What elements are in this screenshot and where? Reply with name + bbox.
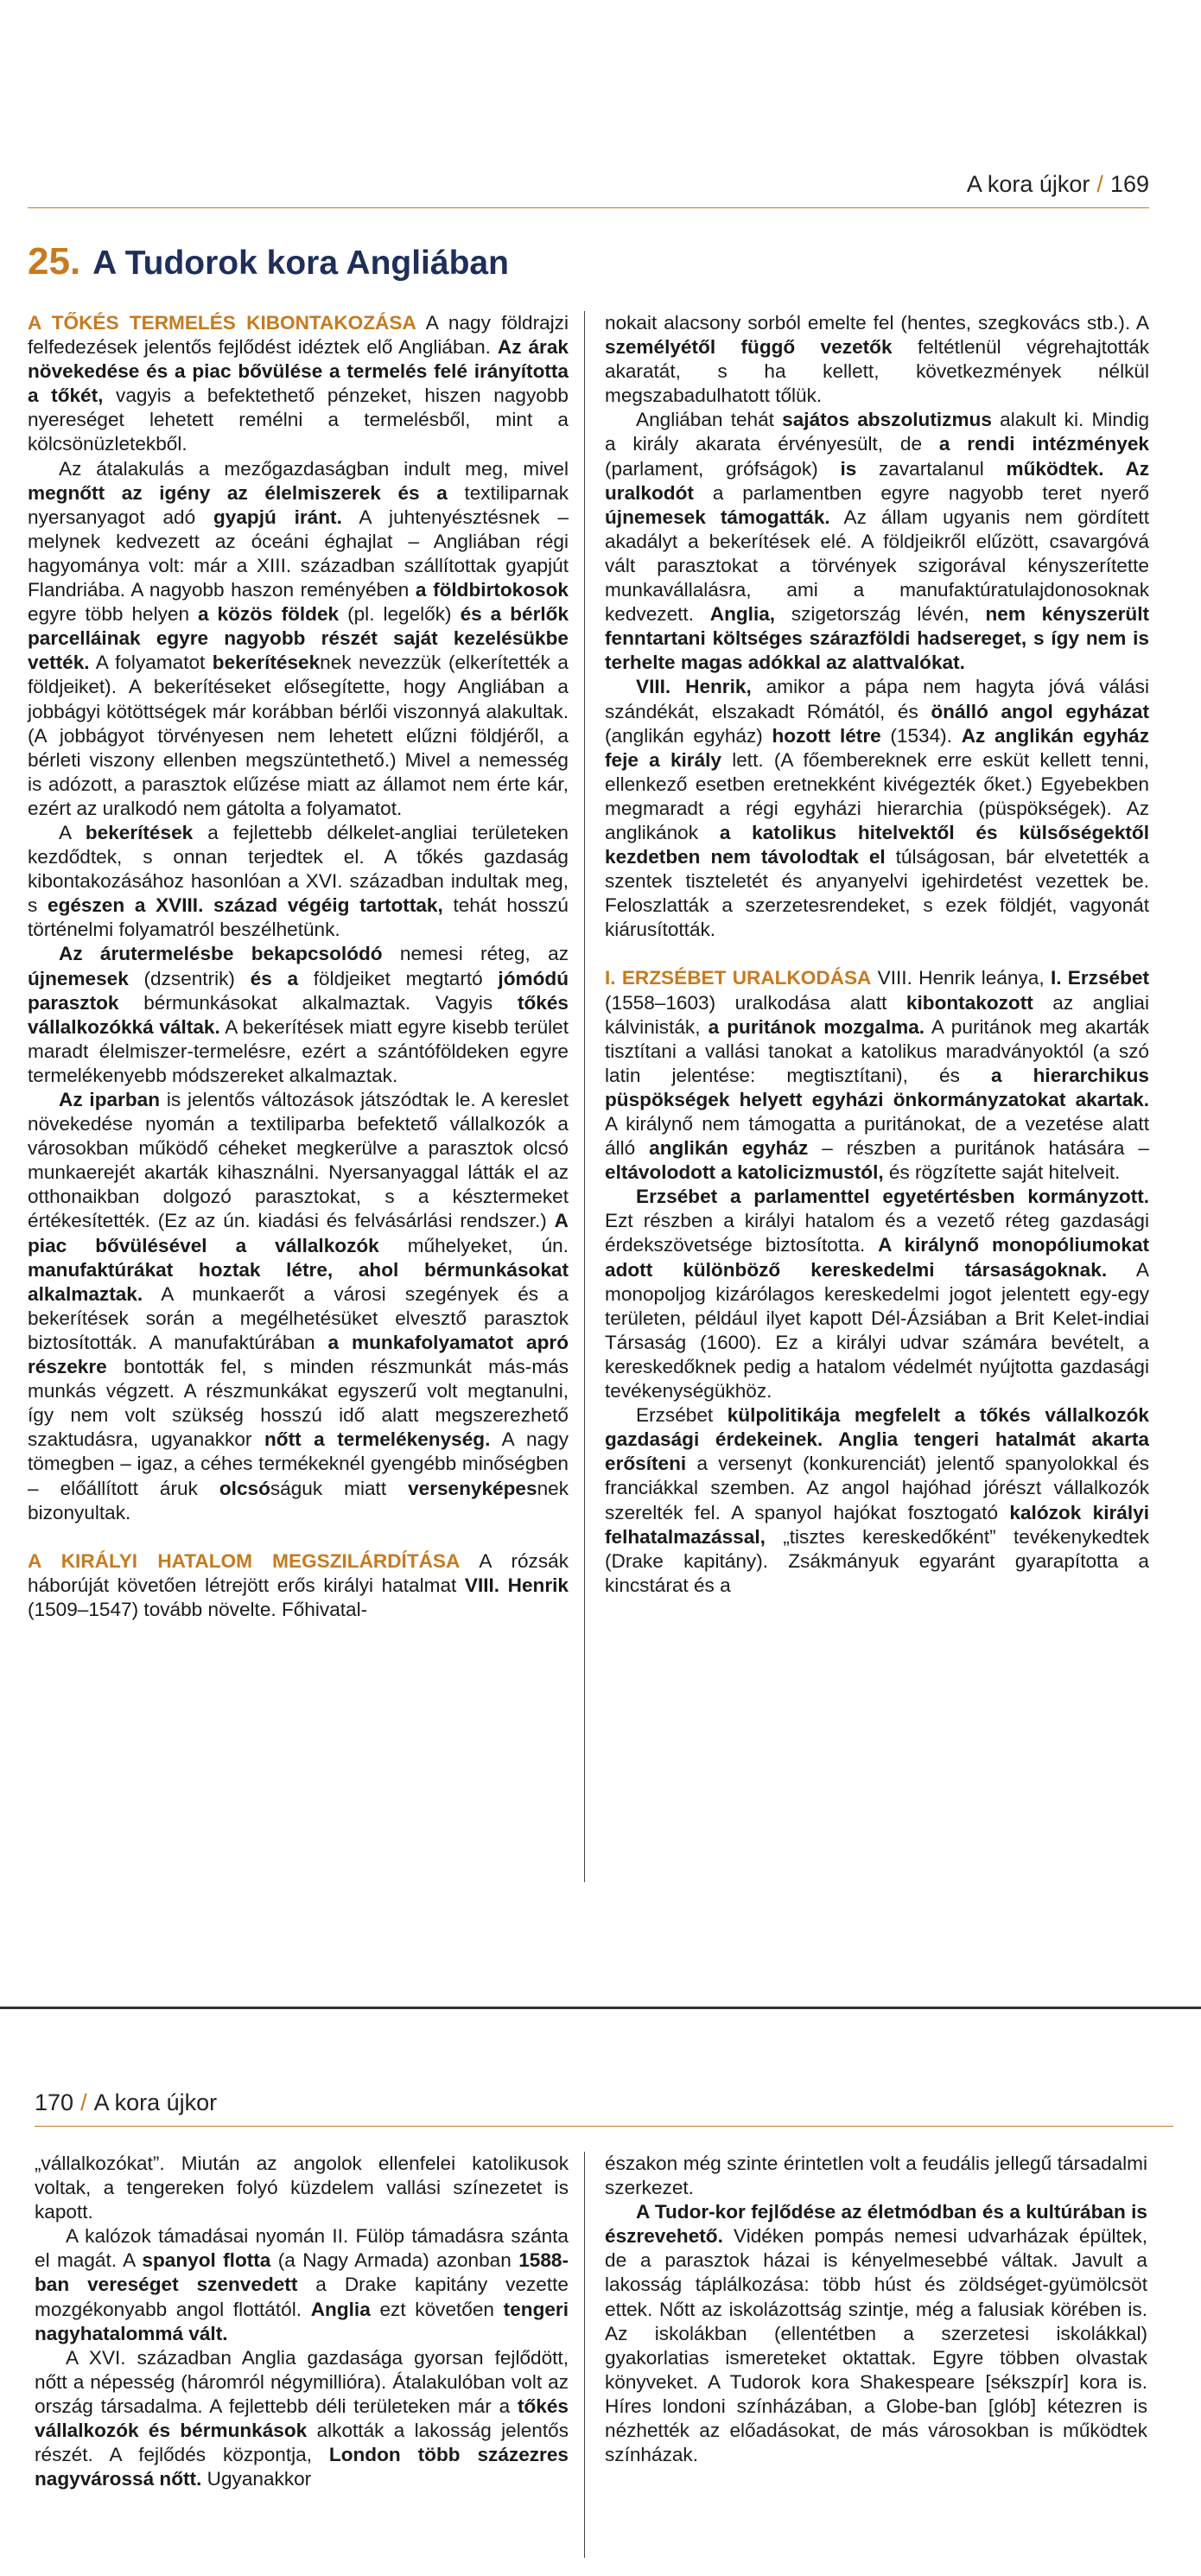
paragraph: Az átalakulás a mezőgazdaságban indult meg, mivel megnőtt az igény az élelmiszerek és a textiliparnak nyersanyagot adó gyapjú iránt. A juhtenyésztésnek – melynek kedvezett az óceáni éghajlat – Angliában régi hagyománya volt: már a XIII. században szállítottak gyapjút Flandriába. A nagyobb haszon reményében a földbirtokosok egyre több helyen a közös földek (pl. legelők) és a bérlők parcelláinak egyre nagyobb részét saját kezelésükbe vették. A folyamatot bekerítéseknek nevezzük (elkerítették a földjeiket). A bekerítéseket elősegítette, hogy Angliában a jobbágyi kötöttségek már korábban bérlői viszonnyá alakultak. (A jobbágyot törvényesen nem lehetett elűzni földjéről, a bérleti viszony ellenben megszüntethető.) Mivel a nemesség is adózott, a parasztok elűzése miatt az államot nem érte kár, ezért az uralkodó nem gátolta a folyamatot.	[28, 457, 569, 819]
paragraph: VIII. Henrik, amikor a pápa nem hagyta jóvá válási szándékát, elszakadt Rómától, és önálló angol egyházat (anglikán egyház) hozott létre (1534). Az anglikán egyház feje a király lett. (A főembereknek erre esküt kellett tenni, ellenkező esetben eretnekként kivégezték őket.) Egyebekben megmaradt a régi egyházi hierarchia (püspökségek). Az anglikánok a katolikus hitelvektől és külsőségektől kezdetben nem távolodtak el túlságosan, bár elvetették a szentek tiszteletét és anyanyelvi igehirdetést vezettek be. Feloszlatták a szerzetesrendeket, s ezek földjét, vagyonát kiárusították.	[605, 676, 1150, 941]
page-number: 169	[1109, 171, 1149, 197]
column-divider	[584, 311, 585, 1882]
paragraph: nokait alacsony sorból emelte fel (hentes, szegkovács stb.). A személyétől függő vezetők feltétlenül végrehajtották akaratát, s ha kellett, következmények nélkül megszabadulhatott tőlük.	[605, 312, 1149, 407]
paragraph: A bekerítések a fejlettebb délkelet-angliai területeken kezdődtek, s onnan terjedtek el. A tőkés gazdaság kibontakozásához hasonlóan a XVI. században indultak meg, s egészen a XVIII. század végéig tartottak, tehát hosszú történelmi folyamatról beszélhetünk.	[28, 821, 569, 941]
header-rule	[28, 207, 1149, 208]
paragraph: Angliában tehát sajátos abszolutizmus alakult ki. Mindig a király akarata érvényesült, de a rendi intézmények (parlament, grófságok) is zavartalanul működtek. Az uralkodót a parlamentben egyre nagyobb teret nyerő újnemesek támogatták. Az állam ugyanis nem gördített akadályt a bekerítések elé. A földjeikről elűzött, csavargóvá vált parasztokat a törvények szigorával kényszerítette munkavállalásra, ami a manufaktúratulajdonosoknak kedvezett. Anglia, szigetország lévén, nem kényszerült fenntartani költséges szárazföldi hadsereget, s így nem is terhelte magas adókkal az alattvalókat.	[605, 409, 1150, 674]
paragraph: Erzsébet a parlamenttel egyetértésben kormányzott. Ezt részben a királyi hatalom és a vezető réteg gazdasági érdekszövetsége biztosította. A királynő monopóliumokat adott különböző kereskedelmi társaságoknak. A monopoljog kizárólagos kereskedelmi jogot jelentett egy-egy területen, például ilyet kapott Dél-Ázsiában a Brit Kelet-indiai Társaság (1600). Ez a királyi udvar számára bevételt, a kereskedőknek pedig a hatalom védelmét nyújtotta gazdasági tevékenységükhöz.	[605, 1186, 1149, 1402]
left-column-170	[35, 2152, 569, 2491]
running-head-section: A kora újkor	[966, 171, 1090, 197]
column-divider	[584, 2152, 585, 2558]
paragraph: A kalózok támadásai nyomán II. Fülöp támadásra szánta el magát. A spanyol flotta (a Nagy Armada) azonban 1588-ban vereséget szenvedett a Drake kapitány vezette mozgékonyabb angol flottától. Anglia ezt követően tengeri nagyhatalommá vált.	[35, 2225, 569, 2344]
right-column	[605, 311, 1149, 1598]
paragraph: Az árutermelésbe bekapcsolódó nemesi réteg, az újnemesek (dzsentrik) és a földjeiket megtartó jómódú parasztok bérmunkásokat alkalmaztak. Vagyis tőkés vállalkozókká váltak. A bekerítések miatt egyre kisebb terület maradt élelmiszer-termelésre, ezért a szántóföldeken egyre termelékenyebb módszereket alkalmaztak.	[28, 943, 569, 1086]
running-head-section: A kora újkor	[93, 2089, 218, 2115]
left-column	[28, 311, 569, 1622]
section-heading: A KIRÁLYI HATALOM MEGSZILÁRDÍTÁSA	[28, 1549, 461, 1572]
running-head	[967, 171, 1149, 198]
paragraph: I. ERZSÉBET URALKODÁSA VIII. Henrik leánya, I. Erzsébet (1558–1603) uralkodása alatt kibontakozott az angliai kálvinisták, a puritánok mozgalma. A puritánok meg akarták tisztítani a vallási tanokat a katolikus maradványoktól (a szó latin jelentése: megtisztítani), és a hierarchikus püspökségek helyett egyházi önkormányzatokat akartak. A királynő nem támogatta a puritánokat, de a vezetése alatt álló anglikán egyház – részben a puritánok hatására – eltávolodott a katolicizmustól, és rögzítette saját hitelveit.	[605, 967, 1150, 1184]
paragraph: A TŐKÉS TERMELÉS KIBONTAKOZÁSA A nagy földrajzi felfedezések jelentős fejlődést idéztek elő Angliában. Az árak növekedése és a piac bővülése a termelés felé irányította a tőkét, vagyis a befektethető pénzeket, hiszen nagyobb nyereséget lehetett remélni a termelésből, mint a kölcsönüzletekből.	[28, 312, 569, 455]
chapter-number: 25.	[28, 240, 81, 283]
chapter-title-text: A Tudorok kora Angliában	[92, 245, 509, 282]
paragraph: Erzsébet külpolitikája megfelelt a tőkés vállalkozók gazdasági érdekeinek. Anglia tengeri hatalmát akarta erősíteni a versenyt (konkurenciát) jelentő spanyolokkal és franciákkal szemben. Az angol hajóhad jórészt vállalkozók szerelték fel. A spanyol hajókat fosztogató kalózok királyi felhatalmazással, „tisztes kereskedőként” tevékenykedtek (Drake kapitány). Zsákmányuk egyaránt gyarapította a kincstárat és a	[605, 1404, 1149, 1596]
paragraph: A XVI. században Anglia gazdasága gyorsan fejlődött, nőtt a népesség (háromról négymillióra). Átalakulóban volt az ország társadalma. A fejlettebb déli területeken már a tőkés vállalkozók és bérmunkások alkották a lakosság jelentős részét. A fejlődés központja, London több százezres nagyvárossá nőtt. Ugyanakkor	[35, 2346, 569, 2490]
paragraph: Az iparban is jelentős változások játszódtak le. A kereslet növekedése nyomán a textiliparba befektető vállalkozók a városokban működő céheket megkerülve a parasztok olcsó munkaerejét akarták kihasználni. Nyersanyaggal látták el az otthonaikban dolgozó parasztokat, s a késztermeket értékesítették. (Ez az ún. kiadási és felvásárlási rendszer.) A piac bővülésével a vállalkozók műhelyeket, ún. manufaktúrákat hoztak létre, ahol bérmunkásokat alkalmaztak. A munkaerőt a városi szegények és a bekerítések során a megélhetésüket elvesztő parasztok biztosították. A manufaktúrában a munkafolyamatot apró részekre bontották fel, s minden részmunkát más-más munkás végzett. A részmunkákat egyszerű volt megtanulni, így nem volt szükség hosszú idő alatt megszerezhető szaktudásra, ugyanakkor nőtt a termelékenység. A nagy tömegben – igaz, a céhes termékeknél gyengébb minőségben – előállított áruk olcsóságuk miatt versenyképesnek bizonyultak.	[28, 1089, 569, 1523]
running-head-separator: /	[80, 2089, 87, 2115]
section-heading: A TŐKÉS TERMELÉS KIBONTAKOZÁSA	[28, 312, 416, 334]
paragraph: A Tudor-kor fejlődése az életmódban és a kultúrában is észrevehető. Vidéken pompás nemesi udvarházak épültek, de a parasztok házai is kényelmesebbé váltak. Javult a lakosság táplálkozása: több húst és zöldséget-gyümölcsöt ettek. Nőtt az iskolázottság szintje, még a falusiak körében is. Az iskolákban (ellentétben a szerzetesi iskolákkal) gyakorlatias ismereteket oktattak. Egyre többen olvastak könyveket. A Tudorok kora Shakespeare [sékszpír] kora is. Híres londoni színházában, a Globe-ban [glób] kétezren is nézhették az előadásokat, de más városokban is működtek színházak.	[605, 2201, 1147, 2466]
page-number: 170	[35, 2089, 74, 2115]
header-rule	[35, 2126, 1173, 2127]
section-heading: I. ERZSÉBET URALKODÁSA	[605, 967, 872, 989]
paragraph: „vállalkozókat”. Miután az angolok ellenfelei katolikusok voltak, a tengereken folyó küzdelem vallási színezetet is kapott.	[35, 2153, 569, 2223]
right-column-170	[605, 2152, 1147, 2467]
running-head-170	[35, 2089, 217, 2116]
chapter-title	[28, 240, 509, 283]
paragraph: északon még szinte érintetlen volt a feudális jellegű társadalmi szerkezet.	[605, 2153, 1147, 2199]
running-head-separator: /	[1096, 171, 1103, 197]
paragraph: A KIRÁLYI HATALOM MEGSZILÁRDÍTÁSA A rózsák háborúját követően létrejött erős királyi hatalmat VIII. Henrik (1509–1547) tovább növelte. Főhivatal-	[28, 1549, 569, 1620]
